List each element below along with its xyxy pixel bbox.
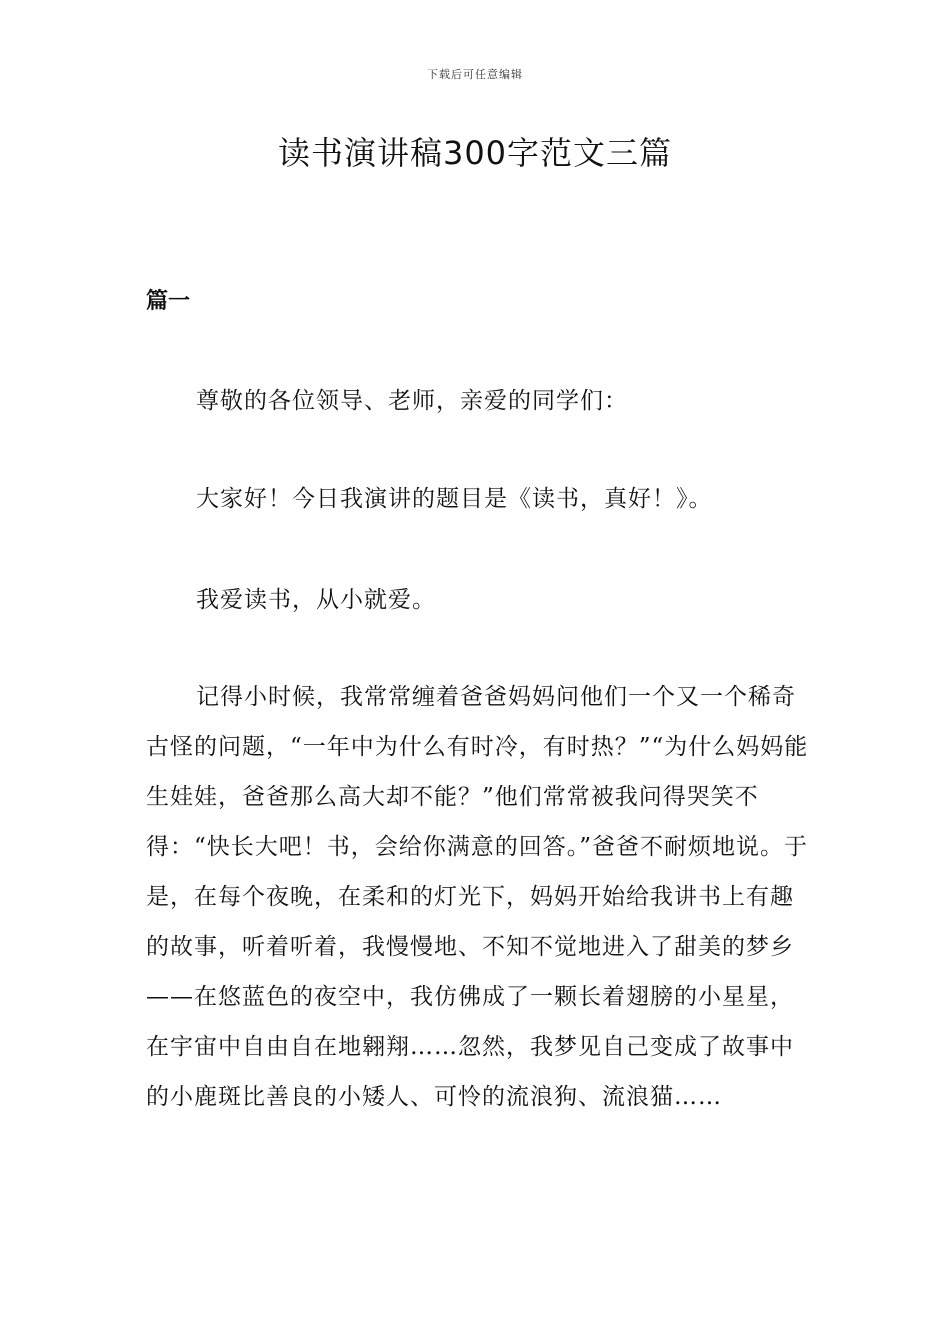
document-title: 读书演讲稿300字范文三篇 — [277, 134, 673, 172]
header-note: 下载后可任意编辑 — [427, 68, 523, 81]
section-heading: 篇一 — [146, 288, 191, 314]
paragraph-childhood-memory: 记得小时候，我常常缠着爸爸妈妈问他们一个又一个稀奇古怪的问题，“一年中为什么有时冷，有时热？”“为什么妈妈能生娃娃，爸爸那么高大却不能？”他们常常被我问得哭笑不得：“快长大吧！书，会给你满意的回答。”爸爸不耐烦地说。于是，在每个夜晚，在柔和的灯光下，妈妈开始给我讲书上有趣的故事，听着听着，我慢慢地、不知不觉地进入了甜美的梦乡——在悠蓝色的夜空中，我仿佛成了一颗长着翅膀的小星星，在宇宙中自由自在地翱翔……忽然，我梦见自己变成了故事中的小鹿斑比善良的小矮人、可怜的流浪狗、流浪猫…… — [146, 684, 809, 1110]
paragraph-salutation: 尊敬的各位领导、老师，亲爱的同学们： — [196, 388, 628, 414]
paragraph-love-reading: 我爱读书，从小就爱。 — [196, 587, 436, 613]
paragraph-greeting: 大家好！今日我演讲的题目是《读书，真好！》。 — [196, 486, 713, 512]
